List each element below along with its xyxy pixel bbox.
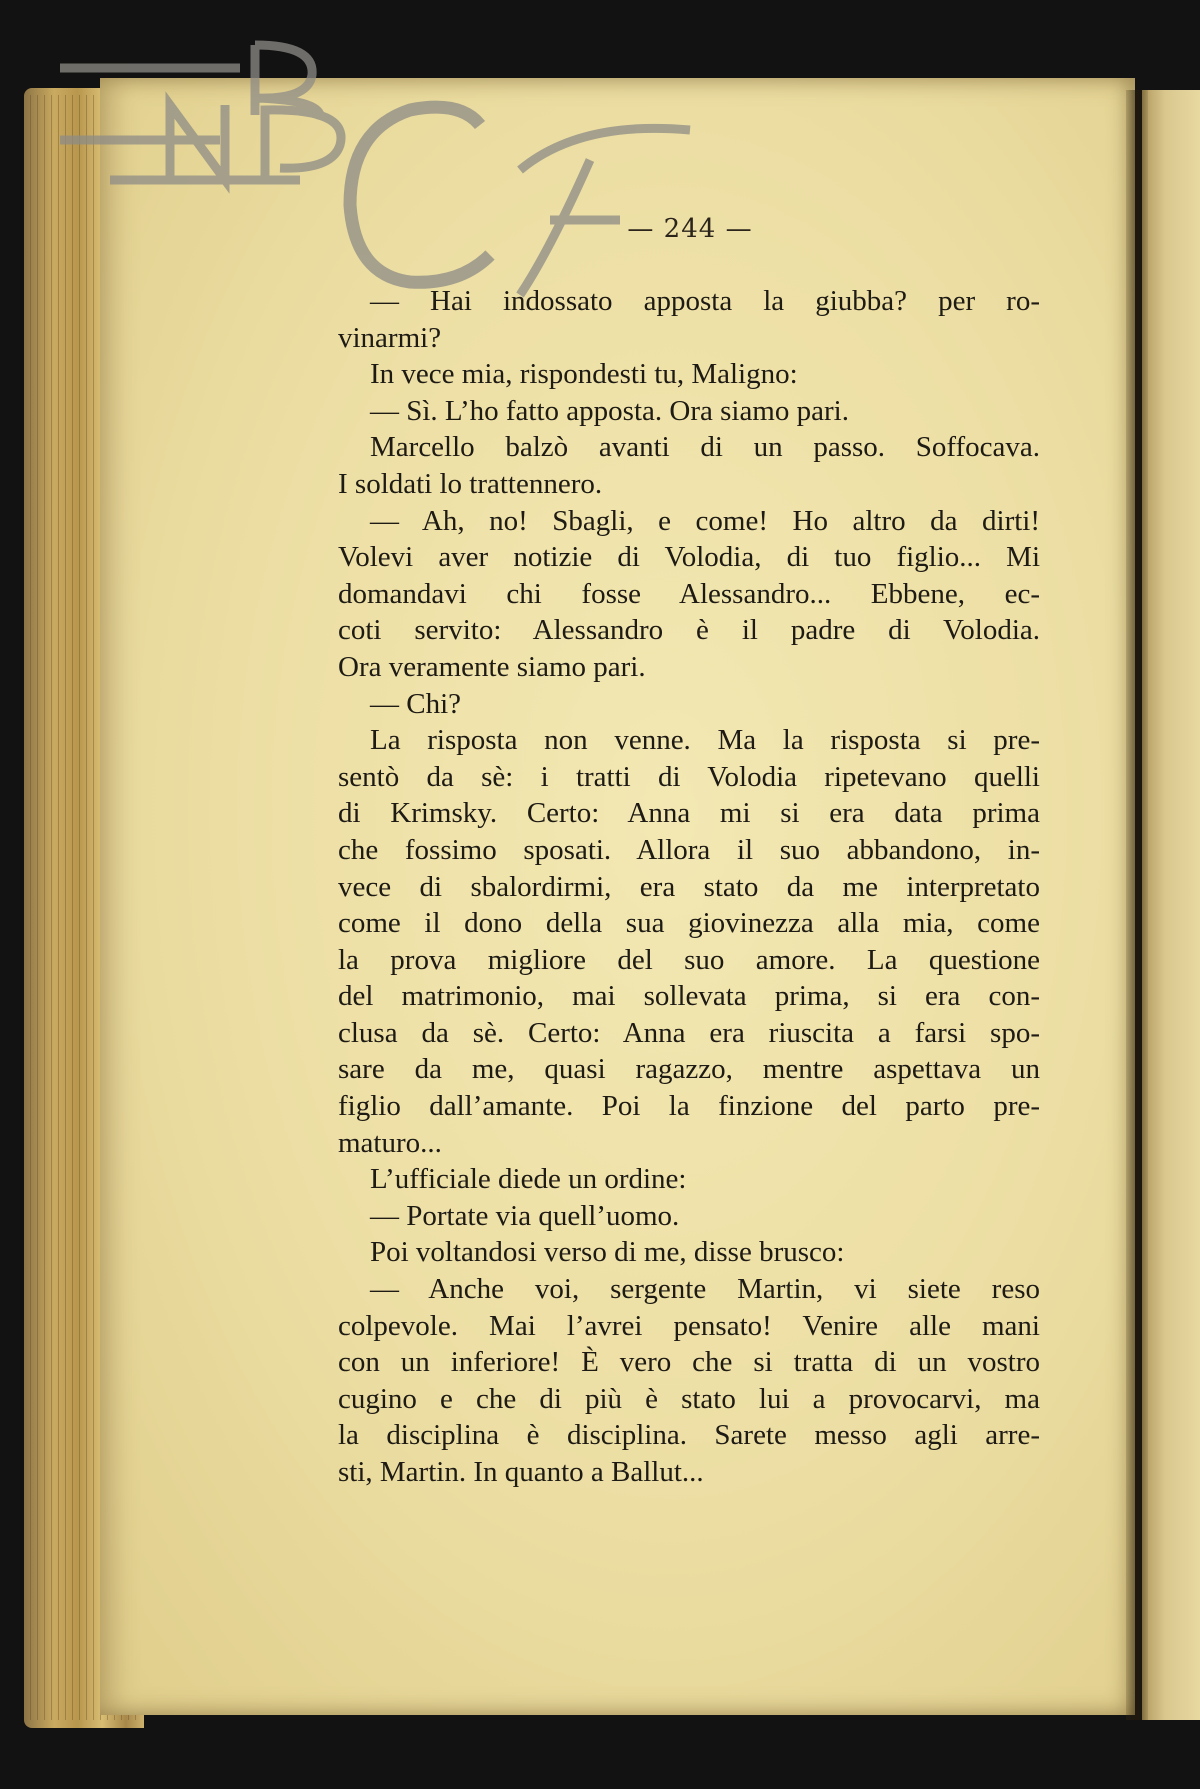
text-line: colpevole. Mai l’avrei pensato! Venire alle mani [338, 1309, 1040, 1342]
text-line: sare da me, quasi ragazzo, mentre aspettava un [338, 1053, 1040, 1086]
text-line: — Chi? [370, 687, 462, 720]
text-line: con un inferiore! È vero che si tratta di un vostro [338, 1346, 1040, 1379]
library-watermark-logo [50, 20, 710, 310]
text-line: come il dono della sua giovinezza alla mia, come [338, 907, 1040, 940]
facing-page [1142, 90, 1200, 1720]
text-line: coti servito: Alessandro è il padre di Volodia. [338, 614, 1040, 647]
text-line: Poi voltandosi verso di me, disse brusco: [370, 1236, 845, 1269]
text-line: In vece mia, rispondesti tu, Maligno: [370, 358, 798, 391]
text-line: — Anche voi, sergente Martin, vi siete reso [370, 1273, 1040, 1306]
text-line: domandavi chi fosse Alessandro... Ebbene, ec- [338, 577, 1040, 610]
page-number: — 244 — [627, 214, 753, 244]
text-line: cugino e che di più è stato lui a provocarvi, ma [338, 1382, 1040, 1415]
text-line: di Krimsky. Certo: Anna mi si era data prima [338, 797, 1040, 830]
text-line: la disciplina è disciplina. Sarete messo agli arre- [338, 1419, 1040, 1452]
text-line: — Hai indossato apposta la giubba? per ro- [370, 285, 1040, 317]
body-text [338, 283, 1040, 1491]
text-line: la prova migliore del suo amore. La questione [338, 943, 1040, 976]
text-line: I soldati lo trattennero. [338, 467, 603, 500]
spine-shadow [1126, 90, 1148, 1720]
text-line: sentò da sè: i tratti di Volodia ripetevano quelli [338, 760, 1040, 793]
text-line: L’ufficiale diede un ordine: [370, 1163, 687, 1196]
text-line: La risposta non venne. Ma la risposta si pre- [370, 724, 1040, 757]
text-line: — Portate via quell’uomo. [370, 1199, 680, 1232]
text-line: del matrimonio, mai sollevata prima, si era con- [338, 980, 1040, 1013]
text-line: vinarmi? [338, 321, 442, 354]
text-line: che fossimo sposati. Allora il suo abbandono, in- [338, 833, 1040, 866]
text-line: Ora veramente siamo pari. [338, 650, 646, 683]
text-line: figlio dall’amante. Poi la finzione del parto pre- [338, 1090, 1040, 1123]
text-line: — Ah, no! Sbagli, e come! Ho altro da dirti! [370, 504, 1040, 537]
text-line: vece di sbalordirmi, era stato da me interpretato [338, 870, 1040, 903]
text-line: clusa da sè. Certo: Anna era riuscita a farsi spo- [338, 1016, 1040, 1049]
text-line: Volevi aver notizie di Volodia, di tuo figlio... Mi [338, 541, 1040, 574]
text-line: maturo... [338, 1126, 442, 1159]
text-line: sti, Martin. In quanto a Ballut... [338, 1456, 704, 1488]
text-line: Marcello balzò avanti di un passo. Soffocava. [370, 431, 1040, 464]
text-line: — Sì. L’ho fatto apposta. Ora siamo pari. [370, 394, 849, 427]
